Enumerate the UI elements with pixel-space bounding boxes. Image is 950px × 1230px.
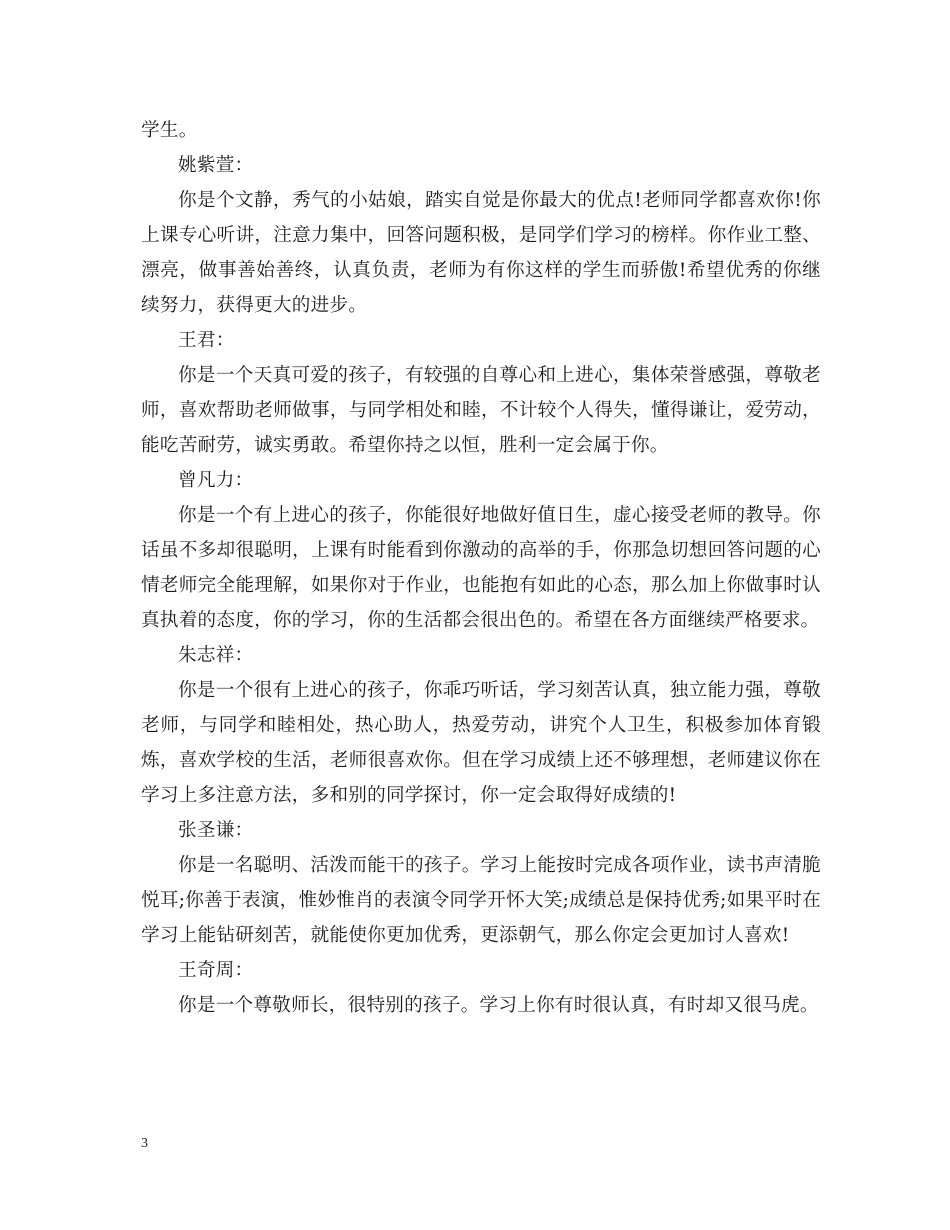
paragraph: 你是一个天真可爱的孩子，有较强的自尊心和上进心，集体荣誉感强，尊敬老师，喜欢帮助老师做事，与同学相处和睦，不计较个人得失，懂得谦让，爱劳动，能吃苦耐劳，诚实勇敢。希望你持之以恒，胜利一定会属于你。: [141, 365, 821, 456]
paragraph: 你是一个尊敬师长，很特别的孩子。学习上你有时很认真，有时却又很马虎。: [178, 995, 819, 1016]
paragraph: 你是一个很有上进心的孩子，你乖巧听话，学习刻苦认真，独立能力强，尊敬老师，与同学和睦相处，热心助人，热爱劳动，讲究个人卫生，积极参加体育锻炼，喜欢学校的生活，老师很喜欢你。但在学习成绩上还不够理想，老师建议你在学习上多注意方法，多和别的同学探讨，你一定会取得好成绩的!: [141, 680, 821, 806]
student-name-heading: 王奇周：: [178, 960, 254, 981]
student-name-heading: 王君：: [178, 330, 235, 351]
paragraph: 你是个文静，秀气的小姑娘，踏实自觉是你最大的优点!老师同学都喜欢你!你上课专心听讲，注意力集中，回答问题积极，是同学们学习的榜样。你作业工整、漂亮，做事善始善终，认真负责，老师为有你这样的学生而骄傲!希望优秀的你继续努力，获得更大的进步。: [141, 190, 821, 316]
paragraph: 你是一名聪明、活泼而能干的孩子。学习上能按时完成各项作业，读书声清脆悦耳;你善于表演，惟妙惟肖的表演令同学开怀大笑;成绩总是保持优秀;如果平时在学习上能钻研刻苦，就能使你更加优秀，更添朝气，那么你定会更加讨人喜欢!: [141, 855, 821, 946]
document-body: [141, 113, 821, 1023]
page-number: 3: [141, 1136, 148, 1151]
student-name-heading: 曾凡力：: [178, 470, 254, 491]
student-name-heading: 张圣谦：: [178, 820, 254, 841]
paragraph: 学生。: [141, 120, 198, 141]
student-name-heading: 姚紫萱：: [178, 155, 254, 176]
paragraph: 你是一个有上进心的孩子，你能很好地做好值日生，虚心接受老师的教导。你话虽不多却很聪明，上课有时能看到你激动的高举的手，你那急切想回答问题的心情老师完全能理解，如果你对于作业，也能抱有如此的心态，那么加上你做事时认真执着的态度，你的学习，你的生活都会很出色的。希望在各方面继续严格要求。: [141, 505, 821, 631]
student-name-heading: 朱志祥：: [178, 645, 254, 666]
